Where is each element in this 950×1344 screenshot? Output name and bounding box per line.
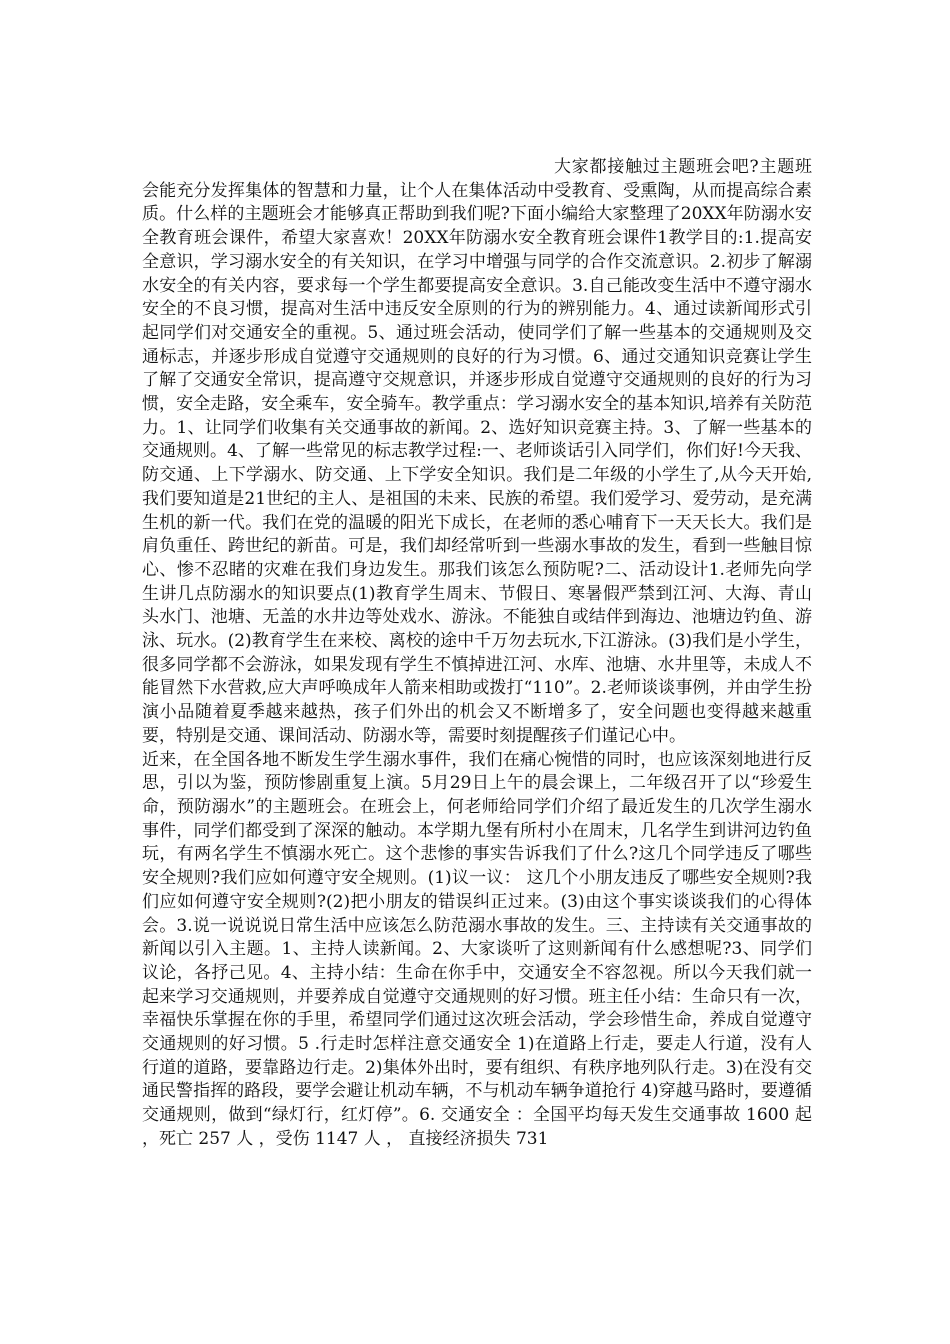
body-paragraph-1: 大家都接触过主题班会吧?主题班会能充分发挥集体的智慧和力量，让个人在集体活动中受教育、受熏陶，从而提高综合素质。什么样的主题班会才能够真正帮助到我们呢?下面小编给大家整理了20XX年防溺水安全教育班会课件，希望大家喜欢！20XX年防溺水安全教育班会课件1教学目的:1.提高安全意识，学习溺水安全的有关知识，在学习中增强与同学的合作交流意识。2.初步了解溺水安全的有关内容，要求每一个学生都要提高安全意识。3.自己能改变生活中不遵守溺水安全的不良习惯，提高对生活中违反安全原则的行为的辨别能力。4、通过读新闻形式引起同学们对交通安全的重视。5、通过班会活动，使同学们了解一些基本的交通规则及交通标志，并逐步形成自觉遵守交通规则的良好的行为习惯。6、通过交通知识竞赛让学生了解了交通安全常识，提高遵守交规意识，并逐步形成自觉遵守交通规则的良好的行为习惯，安全走路，安全乘车，安全骑车。教学重点：学习溺水安全的基本知识,培养有关防范力。1、让同学们收集有关交通事故的新闻。2、选好知识竞赛主持。3、了解一些基本的交通规则。4、了解一些常见的标志教学过程:一、老师谈话引入同学们，你们好!今天我、防交通、上下学溺水、防交通、上下学安全知识。我们是二年级的小学生了,从今天开始,我们要知道是21世纪的主人、是祖国的未来、民族的希望。我们爱学习、爱劳动，是充满生机的新一代。我们在党的温暖的阳光下成长，在老师的悉心哺育下一天天长大。我们是肩负重任、跨世纪的新苗。可是，我们却经常听到一些溺水事故的发生，看到一些触目惊心、惨不忍睹的灾难在我们身边发生。那我们该怎么预防呢?二、活动设计1.老师先向学生讲几点防溺水的知识要点(1)教育学生周末、节假日、寒暑假严禁到江河、大海、青山头水门、池塘、无盖的水井边等处戏水、游泳。不能独自或结伴到海边、池塘边钓鱼、游泳、玩水。(2)教育学生在来校、离校的途中千万勿去玩水,下江游泳。(3)我们是小学生，很多同学都不会游泳，如果发现有学生不慎掉进江河、水库、池塘、水井里等，未成人不能冒然下水营救,应大声呼唤成年人箭来相助或拨打“110”。2.老师谈谈事例，并由学生扮演小品随着夏季越来越热，孩子们外出的机会又不断增多了，安全问题也变得越来越重要，特别是交通、课间活动、防溺水等，需要时刻提醒孩子们谨记心中。 [142, 157, 812, 746]
document-body [142, 156, 812, 1152]
body-paragraph-2: 近来，在全国各地不断发生学生溺水事件，我们在痛心惋惜的同时，也应该深刻地进行反思，引以为鉴，预防惨剧重复上演。5月29日上午的晨会课上，二年级召开了以“珍爱生命，预防溺水”的主题班会。在班会上，何老师给同学们介绍了最近发生的几次学生溺水事件，同学们都受到了深深的触动。本学期九堡有所村小在周末，几名学生到讲河边钓鱼玩，有两名学生不慎溺水死亡。这个悲惨的事实告诉我们了什么?这几个同学违反了哪些安全规则?我们应如何遵守安全规则。(1)议一议： 这几个小朋友违反了哪些安全规则?我们应如何遵守安全规则?(2)把小朋友的错误纠正过来。(3)由这个事实谈谈我们的心得体会。3.说一说说说日常生活中应该怎么防范溺水事故的发生。三、主持读有关交通事故的新闻以引入主题。1、主持人读新闻。2、大家谈听了这则新闻有什么感想呢?3、同学们议论，各抒己见。4、主持小结：生命在你手中，交通安全不容忽视。所以今天我们就一起来学习交通规则，并要养成自觉遵守交通规则的好习惯。班主任小结：生命只有一次，幸福快乐掌握在你的手里，希望同学们通过这次班会活动，学会珍惜生命，养成自觉遵守交通规则的好习惯。5 .行走时怎样注意交通安全 1)在道路上行走，要走人行道，没有人行道的道路，要靠路边行走。2)集体外出时，要有组织、有秩序地列队行走。3)在没有交通民警指挥的路段，要学会避让机动车辆，不与机动车辆争道抢行 4)穿越马路时，要遵循交通规则，做到“绿灯行，红灯停”。6. 交通安全 ：全国平均每天发生交通事故 1600 起 ，死亡 257 人 ，受伤 1147 人 ， 直接经济损失 731 [142, 749, 812, 1149]
